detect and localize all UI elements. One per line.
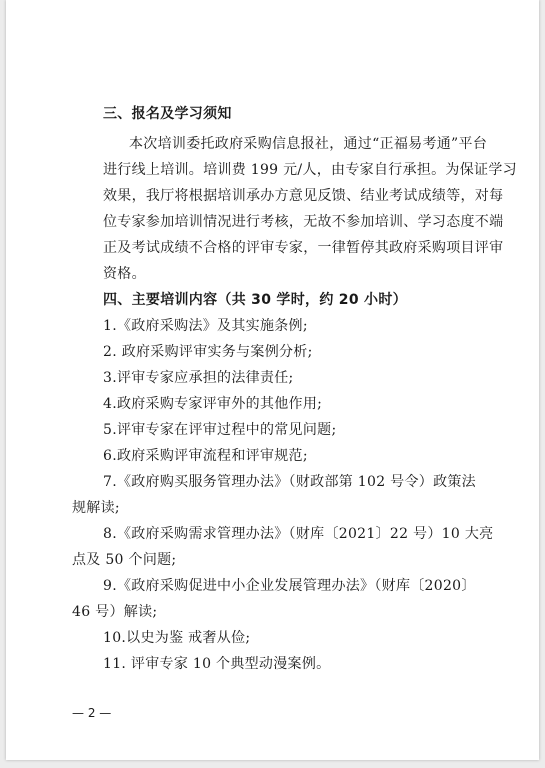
section-3-heading: 三、报名及学习须知 bbox=[103, 106, 232, 122]
list-item: 2. 政府采购评审实务与案例分析; bbox=[103, 344, 313, 360]
paragraph-line: 位专家参加培训情况进行考核，无故不参加培训、学习态度不端 bbox=[103, 214, 504, 230]
paragraph-line: 本次培训委托政府采购信息报社，通过“正福易考通”平台 bbox=[129, 136, 488, 152]
list-item: 5.评审专家在评审过程中的常见问题; bbox=[103, 422, 337, 438]
paragraph-line: 效果，我厅将根据培训承办方意见反馈、结业考试成绩等，对每 bbox=[103, 188, 504, 204]
list-item: 7.《政府购买服务管理办法》（财政部第 102 号令）政策法 bbox=[103, 474, 476, 490]
list-item: 11. 评审专家 10 个典型动漫案例。 bbox=[103, 656, 331, 672]
list-item: 4.政府采购专家评审外的其他作用; bbox=[103, 396, 323, 412]
list-item-continuation: 点及 50 个问题; bbox=[72, 552, 177, 568]
list-item: 9.《政府采购促进中小企业发展管理办法》（财库〔2020〕 bbox=[103, 578, 476, 594]
section-4-heading: 四、主要培训内容（共 30 学时，约 20 小时） bbox=[103, 292, 407, 308]
list-item: 10.以史为鉴 戒奢从俭; bbox=[103, 630, 251, 646]
list-item: 6.政府采购评审流程和评审规范; bbox=[103, 448, 308, 464]
list-item: 8.《政府采购需求管理办法》（财库〔2021〕22 号）10 大亮 bbox=[103, 526, 494, 542]
page-number: — 2 — bbox=[72, 706, 112, 720]
list-item-continuation: 46 号）解读; bbox=[72, 604, 158, 620]
list-item: 3.评审专家应承担的法律责任; bbox=[103, 370, 294, 386]
paragraph-line: 进行线上培训。培训费 199 元/人，由专家自行承担。为保证学习 bbox=[103, 162, 517, 178]
document-page bbox=[6, 0, 539, 760]
list-item: 1.《政府采购法》及其实施条例; bbox=[103, 318, 308, 334]
list-item-continuation: 规解读; bbox=[72, 500, 120, 516]
paragraph-line: 正及考试成绩不合格的评审专家，一律暂停其政府采购项目评审 bbox=[103, 240, 504, 256]
paragraph-line: 资格。 bbox=[103, 266, 146, 282]
